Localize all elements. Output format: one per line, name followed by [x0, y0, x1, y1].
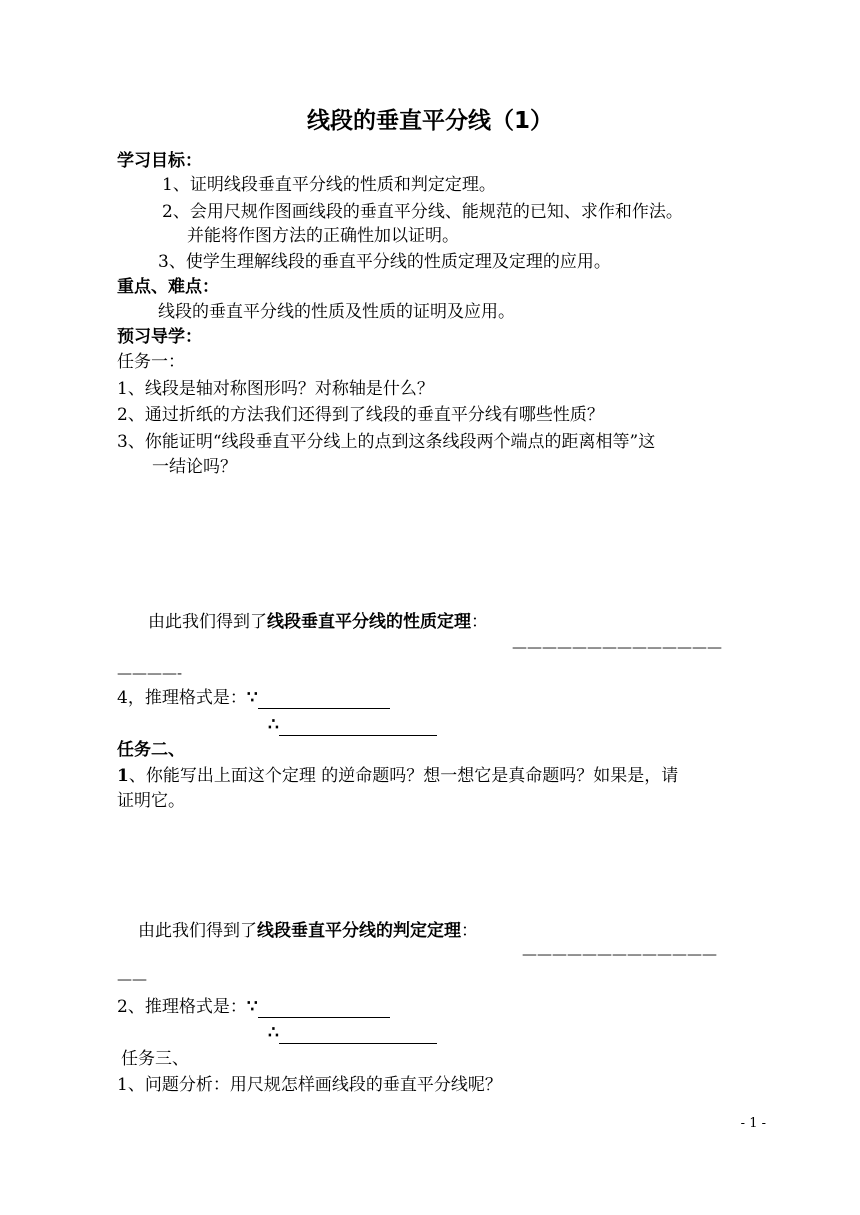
task2-conclusion — [138, 920, 478, 942]
task1-conclusion-prefix: 由此我们得到了 — [148, 612, 267, 632]
because-symbol: ∵ — [246, 997, 258, 1017]
task3-heading: 任务三、 — [121, 1049, 189, 1069]
task2-conclusion-prefix: 由此我们得到了 — [138, 921, 257, 941]
task2-reasoning-label: 2、推理格式是： — [117, 997, 247, 1017]
task2-reasoning-because-row — [117, 996, 390, 1018]
objective-item-3: 3、使学生理解线段的垂直平分线的性质定理及定理的应用。 — [158, 252, 611, 272]
task2-question-1-line-1 — [117, 765, 678, 787]
task1-heading: 任务一： — [117, 352, 185, 372]
task1-dash-line-1: —————————————— — [512, 638, 722, 656]
task1-question-1: 1、线段是轴对称图形吗？对称轴是什么？ — [117, 379, 434, 399]
task2-because-blank[interactable] — [258, 1001, 390, 1018]
task2-reasoning-therefore-row — [268, 1022, 437, 1044]
task2-criterion-theorem: 线段垂直平分线的判定定理 — [257, 921, 461, 941]
task2-question-1-number: 1 — [117, 766, 129, 786]
task1-therefore-blank[interactable] — [279, 719, 437, 736]
task1-question-3-line-1: 3、你能证明“线段垂直平分线上的点到这条线段两个端点的距离相等”这 — [117, 432, 656, 452]
task1-question-3-line-2: 一结论吗？ — [152, 457, 237, 477]
preview-heading: 预习导学： — [117, 327, 202, 347]
page-number: - 1 - — [740, 1116, 766, 1131]
task1-reasoning-because-row — [117, 687, 390, 709]
task2-dash-line-2: —— — [117, 970, 147, 988]
task2-conclusion-colon: ： — [461, 921, 478, 941]
task1-reasoning-label: 4，推理格式是： — [117, 688, 247, 708]
because-symbol: ∵ — [246, 688, 258, 708]
task2-heading: 任务二、 — [117, 740, 185, 760]
objective-item-2-line-2: 并能将作图方法的正确性加以证明。 — [187, 226, 459, 246]
key-points-heading: 重点、难点： — [117, 277, 219, 297]
objective-item-2-line-1: 2、会用尺规作图画线段的垂直平分线、能规范的已知、求作和作法。 — [162, 202, 683, 222]
task1-conclusion — [148, 611, 488, 633]
task3-question-1: 1、问题分析：用尺规怎样画线段的垂直平分线呢？ — [117, 1075, 502, 1095]
task1-question-2: 2、通过折纸的方法我们还得到了线段的垂直平分线有哪些性质？ — [117, 405, 604, 425]
therefore-symbol: ∴ — [268, 1023, 279, 1043]
task2-dash-line-1: ————————————— — [522, 945, 717, 963]
task1-property-theorem: 线段垂直平分线的性质定理 — [267, 612, 471, 632]
task1-reasoning-therefore-row — [268, 714, 437, 736]
task2-therefore-blank[interactable] — [279, 1027, 437, 1044]
task1-because-blank[interactable] — [258, 692, 390, 709]
key-points-text: 线段的垂直平分线的性质及性质的证明及应用。 — [158, 302, 515, 322]
task2-question-1-text: 、你能写出上面这个定理 的逆命题吗？想一想它是真命题吗？如果是，请 — [128, 766, 679, 786]
task1-conclusion-colon: ： — [471, 612, 488, 632]
task2-question-1-line-2: 证明它。 — [117, 791, 185, 811]
document-title: 线段的垂直平分线（1） — [306, 108, 553, 134]
objectives-heading: 学习目标： — [117, 151, 202, 171]
objective-item-1: 1、证明线段垂直平分线的性质和判定定理。 — [162, 175, 496, 195]
therefore-symbol: ∴ — [268, 715, 279, 735]
task1-dash-line-2: ————- — [117, 664, 183, 682]
